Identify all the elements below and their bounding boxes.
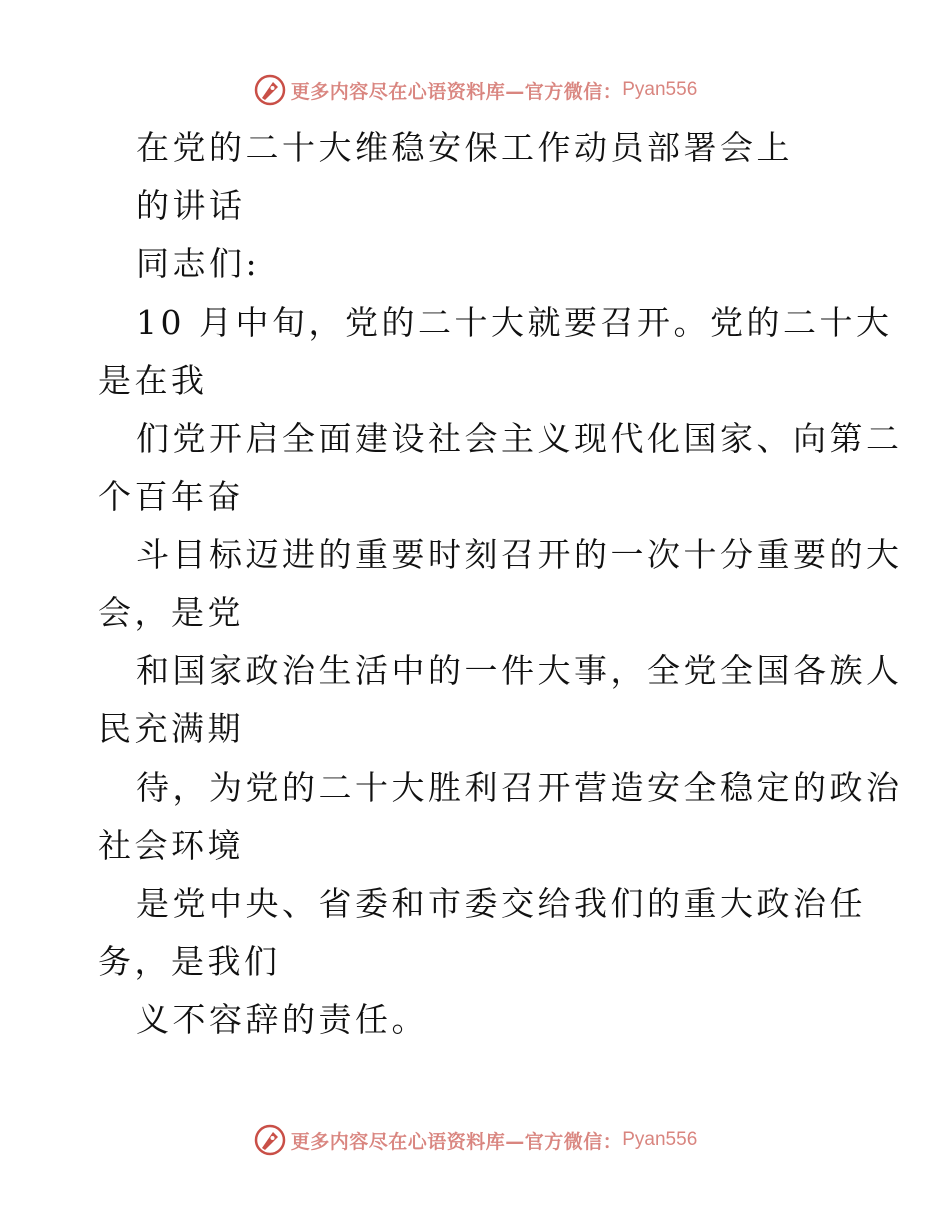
- paragraph-line: 们党开启全面建设社会主义现代化国家、向第二: [136, 419, 903, 458]
- pen-nib-logo-icon: [253, 73, 287, 107]
- watermark-wechat-id: Pyan556: [622, 79, 698, 100]
- header-watermark-banner: [0, 70, 950, 110]
- watermark-text: 更多内容尽在心语资料库—官方微信：: [290, 1130, 623, 1153]
- paragraph-line: 待，为党的二十大胜利召开营造安全稳定的政治: [136, 768, 903, 807]
- paragraph-line: 务，是我们: [98, 942, 281, 981]
- paragraph-line: 社会环境: [98, 826, 244, 865]
- watermark-text: 更多内容尽在心语资料库—官方微信：: [290, 80, 623, 103]
- paragraph-line: 斗目标迈进的重要时刻召开的一次十分重要的大: [136, 535, 903, 574]
- paragraph-line: 10 月中旬，党的二十大就要召开。党的二十大: [136, 303, 893, 342]
- pen-nib-logo-icon: [253, 1123, 287, 1157]
- title-line-1: 在党的二十大维稳安保工作动员部署会上: [136, 128, 793, 167]
- footer-watermark-banner: [0, 1120, 950, 1160]
- paragraph-line: 和国家政治生活中的一件大事，全党全国各族人: [136, 651, 903, 690]
- salutation: 同志们:: [136, 244, 261, 283]
- paragraph-line: 是在我: [98, 361, 208, 400]
- paragraph-line: 个百年奋: [98, 477, 244, 516]
- title-line-2: 的讲话: [136, 186, 246, 225]
- paragraph-line: 是党中央、省委和市委交给我们的重大政治任: [136, 884, 866, 923]
- paragraph-line: 民充满期: [98, 709, 244, 748]
- paragraph-line: 义不容辞的责任。: [136, 1000, 428, 1039]
- paragraph-line: 会，是党: [98, 593, 244, 632]
- watermark-wechat-id: Pyan556: [622, 1129, 698, 1150]
